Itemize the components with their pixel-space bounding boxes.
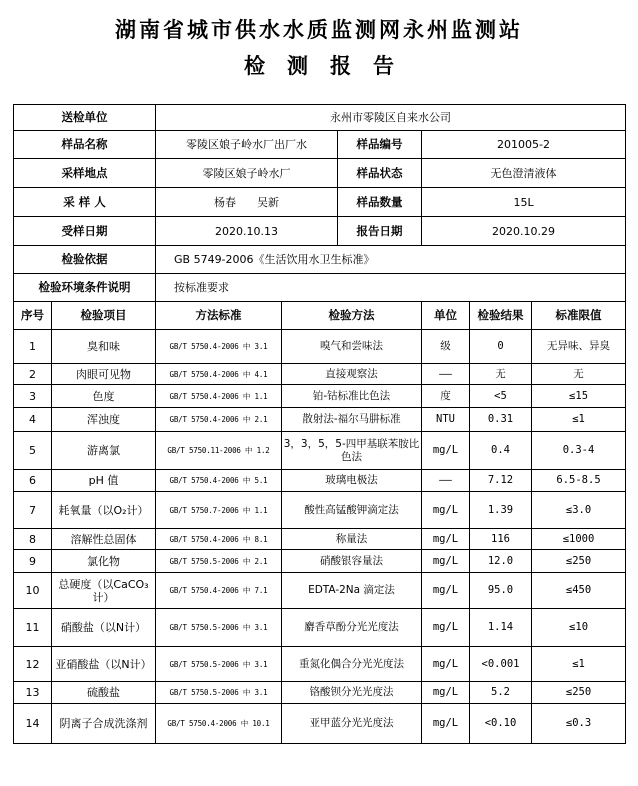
basis-value: GB 5749-2006《生活饮用水卫生标准》 — [156, 246, 626, 274]
row-limit: ≤1 — [532, 408, 626, 432]
row-item: 溶解性总固体 — [52, 529, 156, 550]
header-unit: 单位 — [422, 302, 470, 330]
report-date-label: 报告日期 — [338, 217, 422, 246]
row-item: 氯化物 — [52, 550, 156, 573]
table-row — [14, 573, 626, 609]
row-std: GB/T 5750.4-2006 中 7.1 — [156, 573, 282, 609]
row-result: 95.0 — [470, 573, 532, 609]
row-std: GB/T 5750.4-2006 中 5.1 — [156, 470, 282, 492]
env-value: 按标准要求 — [156, 274, 626, 302]
row-unit: NTU — [422, 408, 470, 432]
quantity-label: 样品数量 — [338, 188, 422, 217]
row-no: 2 — [14, 364, 52, 385]
row-result: 1.39 — [470, 492, 532, 529]
table-row — [14, 682, 626, 704]
row-std: GB/T 5750.4-2006 中 3.1 — [156, 330, 282, 364]
row-unit: mg/L — [422, 573, 470, 609]
row-limit: ≤3.0 — [532, 492, 626, 529]
row-item: 臭和味 — [52, 330, 156, 364]
row-method: 直接观察法 — [282, 364, 422, 385]
table-row — [14, 408, 626, 432]
info-section — [14, 105, 626, 302]
row-result: 0 — [470, 330, 532, 364]
row-no: 5 — [14, 432, 52, 470]
row-unit: mg/L — [422, 529, 470, 550]
row-limit: ≤10 — [532, 609, 626, 647]
row-method: 玻璃电极法 — [282, 470, 422, 492]
row-result: 116 — [470, 529, 532, 550]
row-limit: ≤250 — [532, 550, 626, 573]
client-label: 送检单位 — [14, 105, 156, 131]
row-limit: 无 — [532, 364, 626, 385]
quantity-value: 15L — [422, 188, 626, 217]
row-unit: —— — [422, 364, 470, 385]
row-no: 8 — [14, 529, 52, 550]
report-date-value: 2020.10.29 — [422, 217, 626, 246]
row-no: 11 — [14, 609, 52, 647]
location-value: 零陵区娘子岭水厂 — [156, 159, 338, 188]
row-no: 1 — [14, 330, 52, 364]
row-item: 阴离子合成洗涤剂 — [52, 704, 156, 744]
table-row — [14, 330, 626, 364]
report-subtitle: 检测报告 — [244, 54, 416, 78]
received-date-label: 受样日期 — [14, 217, 156, 246]
results-section — [14, 302, 626, 744]
row-method: 酸性高锰酸钾滴定法 — [282, 492, 422, 529]
row-no: 10 — [14, 573, 52, 609]
table-row — [14, 704, 626, 744]
row-item: 浑浊度 — [52, 408, 156, 432]
row-unit: 级 — [422, 330, 470, 364]
row-unit: mg/L — [422, 682, 470, 704]
row-result: 0.4 — [470, 432, 532, 470]
table-row — [14, 432, 626, 470]
header-item: 检验项目 — [52, 302, 156, 330]
basis-label: 检验依据 — [14, 246, 156, 274]
row-unit: mg/L — [422, 609, 470, 647]
table-row — [14, 364, 626, 385]
row-std: GB/T 5750.5-2006 中 3.1 — [156, 609, 282, 647]
received-date-value: 2020.10.13 — [156, 217, 338, 246]
client-value: 永州市零陵区自来水公司 — [156, 105, 626, 131]
sample-name-value: 零陵区娘子岭水厂出厂水 — [156, 131, 338, 159]
row-std: GB/T 5750.5-2006 中 2.1 — [156, 550, 282, 573]
row-result: 5.2 — [470, 682, 532, 704]
header-method: 检验方法 — [282, 302, 422, 330]
row-std: GB/T 5750.4-2006 中 4.1 — [156, 364, 282, 385]
row-result: 无 — [470, 364, 532, 385]
row-result: 12.0 — [470, 550, 532, 573]
results-header — [14, 302, 626, 330]
row-std: GB/T 5750.4-2006 中 8.1 — [156, 529, 282, 550]
row-result: <0.001 — [470, 647, 532, 682]
state-label: 样品状态 — [338, 159, 422, 188]
row-std: GB/T 5750.4-2006 中 2.1 — [156, 408, 282, 432]
sample-no-value: 201005-2 — [422, 131, 626, 159]
row-method: 散射法-福尔马肼标准 — [282, 408, 422, 432]
table-row — [14, 529, 626, 550]
table-row — [14, 385, 626, 408]
row-limit: ≤0.3 — [532, 704, 626, 744]
env-label: 检验环境条件说明 — [14, 274, 156, 302]
table-row — [14, 647, 626, 682]
row-method: 嗅气和尝味法 — [282, 330, 422, 364]
row-method: 亚甲蓝分光光度法 — [282, 704, 422, 744]
row-std: GB/T 5750.5-2006 中 3.1 — [156, 682, 282, 704]
row-result: <0.10 — [470, 704, 532, 744]
row-method: 硝酸银容量法 — [282, 550, 422, 573]
row-limit: 6.5-8.5 — [532, 470, 626, 492]
row-std: GB/T 5750.11-2006 中 1.2 — [156, 432, 282, 470]
row-method: 重氮化偶合分光光度法 — [282, 647, 422, 682]
row-unit: —— — [422, 470, 470, 492]
header-no: 序号 — [14, 302, 52, 330]
row-method: 称量法 — [282, 529, 422, 550]
row-limit: 0.3-4 — [532, 432, 626, 470]
sampler-label: 采 样 人 — [14, 188, 156, 217]
row-std: GB/T 5750.5-2006 中 3.1 — [156, 647, 282, 682]
row-std: GB/T 5750.4-2006 中 1.1 — [156, 385, 282, 408]
row-no: 9 — [14, 550, 52, 573]
row-limit: 无异味、异臭 — [532, 330, 626, 364]
sample-no-label: 样品编号 — [338, 131, 422, 159]
row-method: EDTA-2Na 滴定法 — [282, 573, 422, 609]
row-unit: mg/L — [422, 647, 470, 682]
row-limit: ≤450 — [532, 573, 626, 609]
state-value: 无色澄清液体 — [422, 159, 626, 188]
row-unit: mg/L — [422, 432, 470, 470]
row-no: 4 — [14, 408, 52, 432]
row-limit: ≤15 — [532, 385, 626, 408]
row-item: 耗氧量（以O₂计） — [52, 492, 156, 529]
table-row — [14, 550, 626, 573]
row-std: GB/T 5750.4-2006 中 10.1 — [156, 704, 282, 744]
header-std: 方法标准 — [156, 302, 282, 330]
header-limit: 标准限值 — [532, 302, 626, 330]
table-row — [14, 609, 626, 647]
row-item: 游离氯 — [52, 432, 156, 470]
sample-name-label: 样品名称 — [14, 131, 156, 159]
row-no: 7 — [14, 492, 52, 529]
table-row — [14, 492, 626, 529]
row-limit: ≤250 — [532, 682, 626, 704]
row-no: 3 — [14, 385, 52, 408]
row-limit: ≤1 — [532, 647, 626, 682]
row-no: 14 — [14, 704, 52, 744]
row-unit: mg/L — [422, 492, 470, 529]
report-table — [13, 104, 626, 744]
row-method: 麝香草酚分光光度法 — [282, 609, 422, 647]
row-limit: ≤1000 — [532, 529, 626, 550]
report-title: 湖南省城市供水水质监测网永州监测站 — [115, 18, 523, 42]
row-result: 1.14 — [470, 609, 532, 647]
row-method: 铂-钴标准比色法 — [282, 385, 422, 408]
row-item: 亚硝酸盐（以N计） — [52, 647, 156, 682]
row-unit: mg/L — [422, 704, 470, 744]
row-result: 7.12 — [470, 470, 532, 492]
row-method: 铬酸钡分光光度法 — [282, 682, 422, 704]
table-row — [14, 470, 626, 492]
location-label: 采样地点 — [14, 159, 156, 188]
row-std: GB/T 5750.7-2006 中 1.1 — [156, 492, 282, 529]
sampler-value: 杨春 吴新 — [156, 188, 338, 217]
row-result: 0.31 — [470, 408, 532, 432]
row-item: 肉眼可见物 — [52, 364, 156, 385]
row-item: 总硬度（以CaCO₃计） — [52, 573, 156, 609]
row-item: pH 值 — [52, 470, 156, 492]
row-item: 色度 — [52, 385, 156, 408]
row-result: <5 — [470, 385, 532, 408]
header-result: 检验结果 — [470, 302, 532, 330]
row-no: 6 — [14, 470, 52, 492]
row-unit: 度 — [422, 385, 470, 408]
row-item: 硫酸盐 — [52, 682, 156, 704]
row-no: 13 — [14, 682, 52, 704]
row-no: 12 — [14, 647, 52, 682]
row-method: 3，3，5，5-四甲基联苯胺比色法 — [282, 432, 422, 470]
row-item: 硝酸盐（以N计） — [52, 609, 156, 647]
row-unit: mg/L — [422, 550, 470, 573]
